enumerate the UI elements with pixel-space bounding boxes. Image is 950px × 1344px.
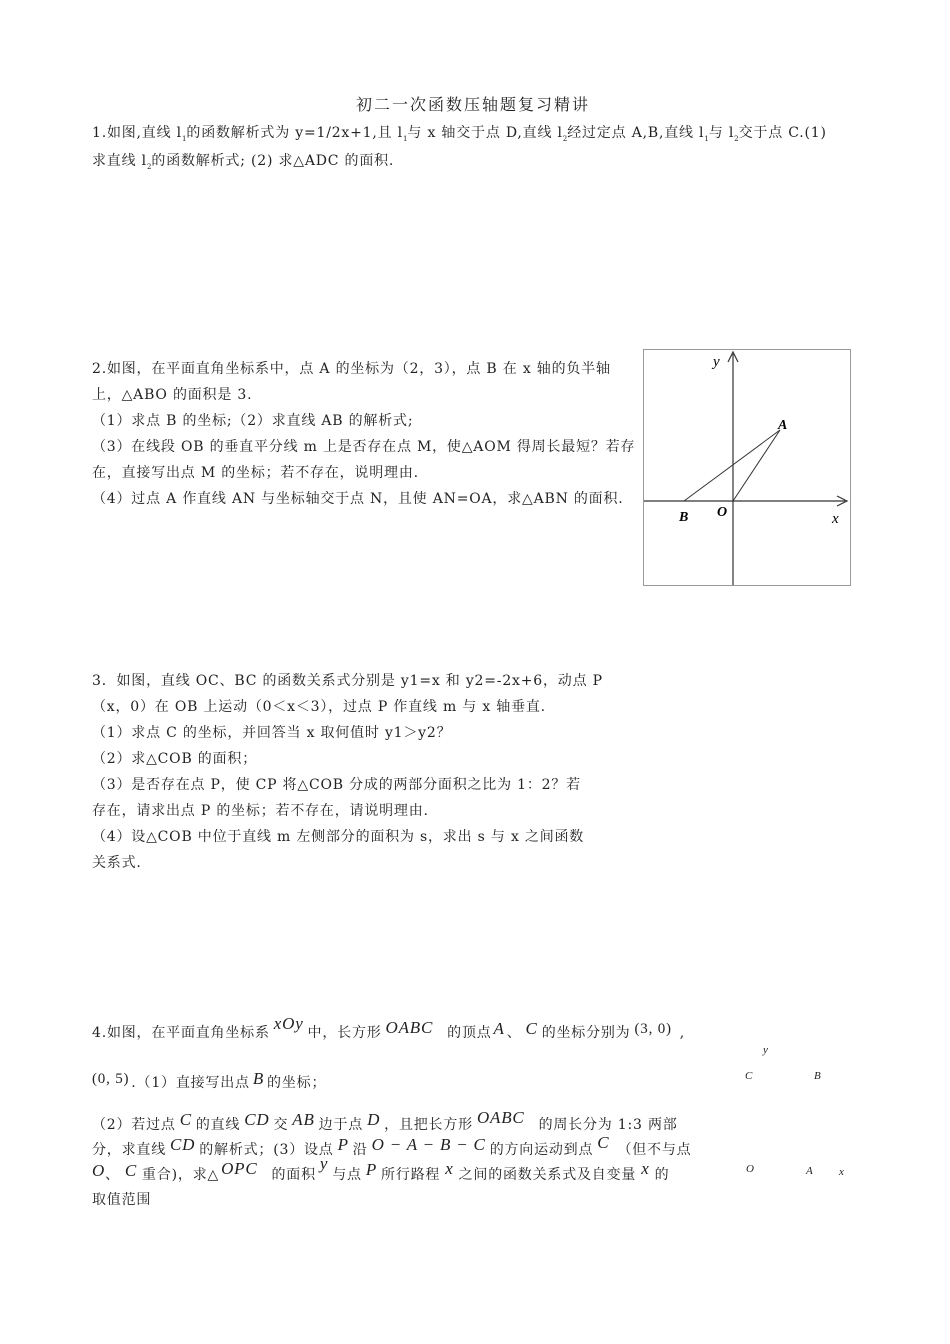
q3-line-5: （3）是否存在点 P，使 CP 将△COB 分成的两部分面积之比为 1：2？若	[92, 777, 581, 793]
q2-coordinate-figure	[643, 349, 851, 586]
point-b-label: B	[679, 510, 689, 525]
q3-line-7: （4）设△COB 中位于直线 m 左侧部分的面积为 s，求出 s 与 x 之间函数	[92, 829, 585, 845]
page-title: 初二一次函数压轴题复习精讲	[356, 95, 591, 114]
q4-line-3: （2）若过点 C 的直线 CD 交 AB 边于点 D ，且把长方形 OABC 的周长分为 1:3 两部	[92, 1108, 678, 1133]
q1-line-1: 1.如图,直线 $l_1$的函数解析式为 y=1/2x+1,且 $l_1$与 x 轴交于点 D,直线 $l_2$经过定点 A,B,直线 $l_1$与 $l_2$交于点 C.(1)	[92, 125, 827, 143]
q4-fig-x-label: x	[839, 1166, 844, 1178]
origin-label: O	[717, 505, 728, 520]
x-axis-label: x	[832, 511, 839, 527]
q2-line-6: （4）过点 A 作直线 AN 与坐标轴交于点 N，且使 AN=OA，求△ABN 的面积.	[92, 491, 624, 507]
q3-line-6: 存在，请求出点 P 的坐标；若不存在，请说明理由.	[92, 803, 429, 819]
q4-fig-c-label: C	[745, 1070, 753, 1082]
q4-line-2: (0, 5) .（1）直接写出点 B 的坐标；	[92, 1069, 327, 1091]
q4-fig-a-label: A	[806, 1165, 813, 1177]
q2-line-1: 2.如图，在平面直角坐标系中，点 A 的坐标为（2，3），点 B 在 x 轴的负半轴	[92, 361, 611, 377]
q4-fig-y-label: y	[763, 1044, 768, 1056]
q1-line-2: 求直线 $l_2$的函数解析式; (2) 求△ADC 的面积.	[92, 153, 395, 171]
q4-fig-b-label: B	[814, 1070, 821, 1082]
q2-line-2: 上，△ABO 的面积是 3.	[92, 387, 253, 403]
q4-line-4: 分，求直线 CD 的解析式；(3）设点 P 沿 O − A − B − C 的方向运动到点 C （但不与点	[92, 1133, 692, 1158]
q4-line-5: O、 C 重合)，求△ OPC 的面积y与点 P 所行路程 x 之间的函数关系式及自变量 x 的	[92, 1154, 670, 1183]
q3-line-1: 3．如图，直线 OC、BC 的函数关系式分别是 y1=x 和 y2=-2x+6，动点 P	[92, 673, 603, 689]
y-axis-label: y	[713, 354, 720, 370]
point-a-label: A	[778, 418, 788, 433]
q3-line-4: （2）求△COB 的面积；	[92, 751, 258, 767]
q4-fig-o-label: O	[746, 1163, 754, 1175]
q4-line-6: 取值范围	[92, 1192, 152, 1208]
q3-line-8: 关系式.	[92, 855, 142, 871]
q4-line-1: 4.如图，在平面直角坐标系 xOy 中，长方形 OABC 的顶点 A 、 C 的坐标分别为 (3, 0) ,	[92, 1014, 686, 1041]
q3-line-2: （x，0）在 OB 上运动（0＜x＜3），过点 P 作直线 m 与 x 轴垂直.	[92, 699, 546, 715]
segment-oa	[733, 430, 780, 501]
q2-line-4: （3）在线段 OB 的垂直平分线 m 上是否存在点 M，使△AOM 得周长最短？若存	[92, 439, 636, 455]
q3-line-3: （1）求点 C 的坐标，并回答当 x 取何值时 y1＞y2？	[92, 725, 452, 741]
q2-figure-svg	[644, 350, 850, 585]
q2-line-5: 在，直接写出点 M 的坐标；若不存在，说明理由.	[92, 465, 419, 481]
segment-ba	[684, 430, 780, 501]
q2-line-3: （1）求点 B 的坐标;（2）求直线 AB 的解析式;	[92, 413, 414, 429]
